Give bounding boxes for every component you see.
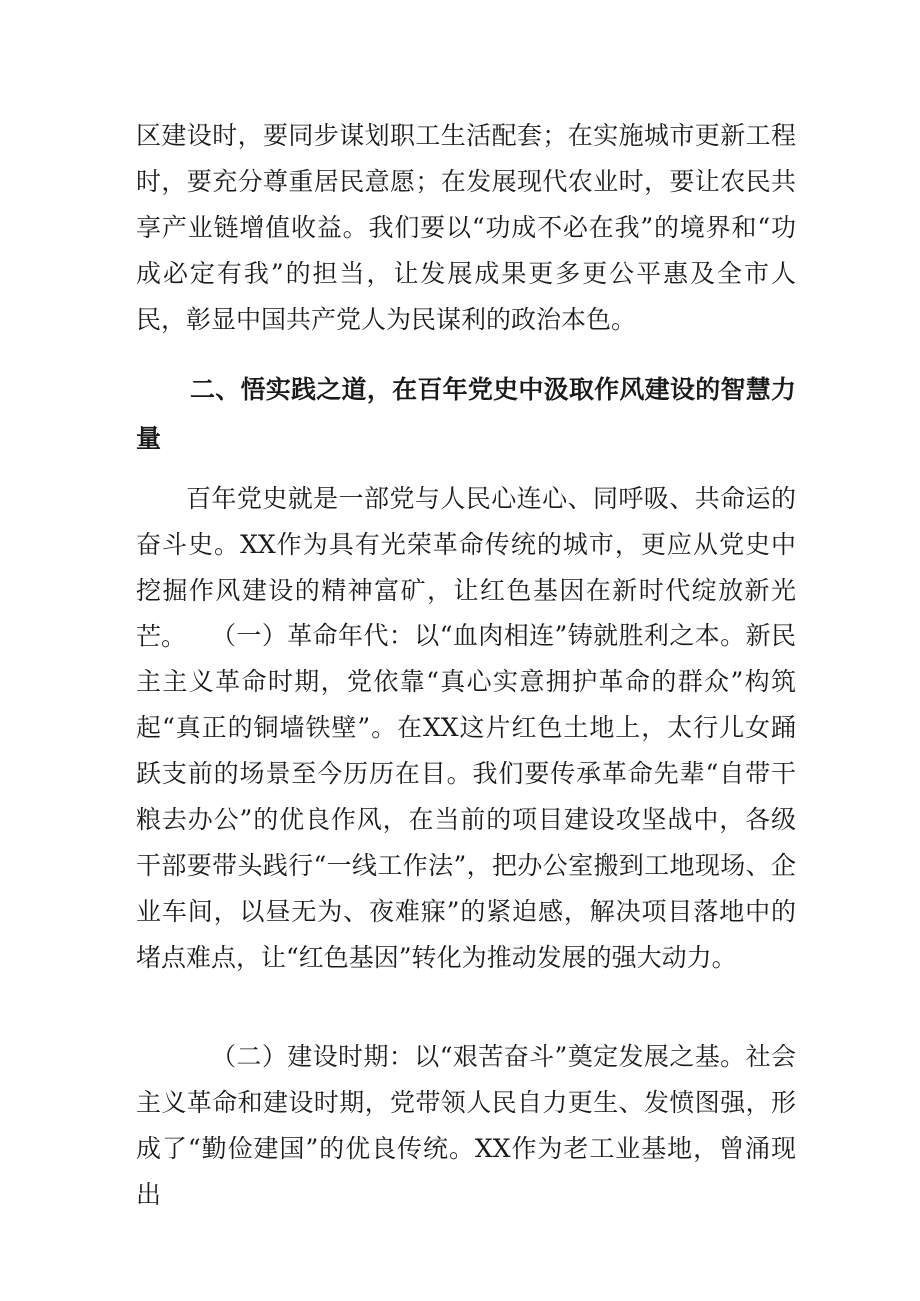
paragraph-construction-era: （二）建设时期：以“艰苦奋斗”奠定发展之基。社会主义革命和建设时期，党带领人民自力更生、发愤图强，形成了“勤俭建国”的优良传统。XX作为老工业基地，曾涌现出 [136,1042,796,1209]
section-heading: 二、悟实践之道，在百年党史中汲取作风建设的智慧力量 [136,375,796,453]
paragraph-continued: 区建设时，要同步谋划职工生活配套；在实施城市更新工程时，要充分尊重居民意愿；在发展现代农业时，要让农民共享产业链增值收益。我们要以“功成不必在我”的境界和“功成必定有我”的担当，让发展成果更多更公平惠及全市人民，彰显中国共产党人为民谋利的政治本色。 [136,121,796,334]
paragraph-intro: 百年党史就是一部党与人民心连心、同呼吸、共命运的奋斗史。XX作为具有光荣革命传统的城市，更应从党史中挖掘作风建设的精神富矿，让红色基因在新时代绽放新光芒。 [136,484,796,651]
paragraph-revolution-era: （一）革命年代：以“血肉相连”铸就胜利之本。新民主主义革命时期，党依靠“真心实意拥护革命的群众”构筑起“真正的铜墙铁壁”。在XX这片红色土地上，太行儿女踊跃支前的场景至今历历在目。我们要传承革命先辈“自带干粮去办公”的优良作风，在当前的项目建设攻坚战中，各级干部要带头践行“一线工作法”，把办公室搬到工地现场、企业车间，以昼无为、夜难寐”的紧迫感，解决项目落地中的堵点难点，让“红色基因”转化为推动发展的强大动力。 [136,621,796,972]
